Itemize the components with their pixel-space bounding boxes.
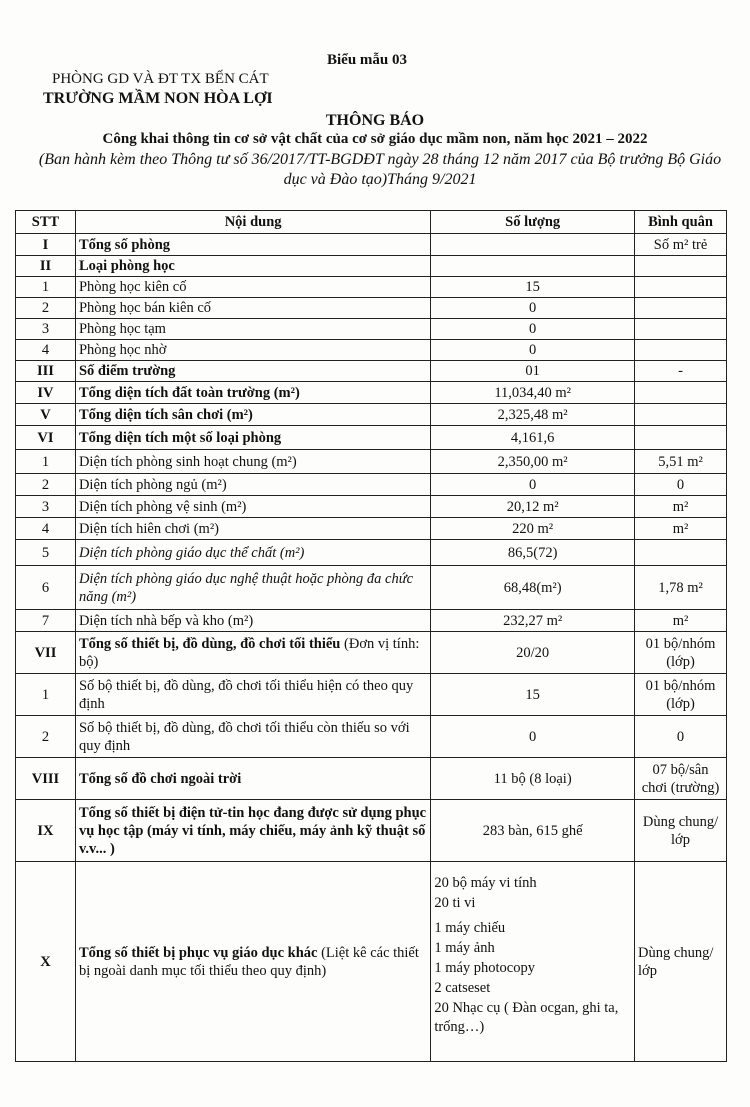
table-header-row [16, 211, 727, 234]
header-quantity: Số lượng [431, 211, 635, 234]
row-average [635, 340, 727, 361]
row-content: Diện tích phòng sinh hoạt chung (m²) [75, 450, 430, 474]
department-name: PHÒNG GD VÀ ĐT TX BẾN CÁT [52, 71, 269, 87]
table-row [16, 674, 727, 716]
row-content: Tổng số đồ chơi ngoài trời [75, 758, 430, 800]
row-quantity: 20,12 m² [431, 496, 635, 518]
header-content: Nội dung [75, 211, 430, 234]
table-row [16, 632, 727, 674]
row-average: 0 [635, 716, 727, 758]
table-row [16, 450, 727, 474]
row-average [635, 277, 727, 298]
row-content-bold: Tổng số thiết bị, đồ dùng, đồ chơi tối thiểu [78, 635, 341, 652]
table-row [16, 474, 727, 496]
row-average: Số m² trẻ [635, 234, 727, 256]
row-quantity: 15 [431, 674, 635, 716]
row-content: Diện tích nhà bếp và kho (m²) [75, 610, 430, 632]
row-quantity: 11,034,40 m² [431, 382, 635, 404]
row-quantity: 0 [431, 474, 635, 496]
row-stt: IX [16, 800, 76, 862]
list-item: 2 catseset [434, 980, 491, 996]
row-quantity: 01 [431, 361, 635, 382]
row-stt: 4 [16, 340, 76, 361]
row-quantity: 2,350,00 m² [431, 450, 635, 474]
row-average [635, 256, 727, 277]
table-row [16, 361, 727, 382]
list-item: 1 máy photocopy [434, 960, 535, 976]
row-content: Phòng học bán kiên cố [75, 298, 430, 319]
row-average: 5,51 m² [635, 450, 727, 474]
row-quantity: 15 [431, 277, 635, 298]
table-row [16, 540, 727, 566]
notice-subtitle: Công khai thông tin cơ sở vật chất của cơ sở giáo dục mầm non, năm học 2021 – 2022 [102, 131, 648, 147]
row-content-extra: (Liệt kê các thiết bị ngoài danh mục tối thiểu theo quy định) [78, 944, 419, 979]
notice-title: THÔNG BÁO [325, 112, 425, 129]
row-stt: VI [16, 426, 76, 450]
row-average [635, 298, 727, 319]
table-row [16, 256, 727, 277]
row-quantity [431, 234, 635, 256]
row-content: Tổng diện tích một số loại phòng [75, 426, 430, 450]
row-stt: VIII [16, 758, 76, 800]
equipment-list [431, 862, 635, 1062]
row-stt: II [16, 256, 76, 277]
school-name: TRƯỜNG MẦM NON HÒA LỢI [43, 90, 273, 107]
row-content: Số bộ thiết bị, đồ dùng, đồ chơi tối thiểu còn thiếu so với quy định [75, 716, 430, 758]
row-quantity: 0 [431, 298, 635, 319]
row-average [635, 540, 727, 566]
row-quantity: 0 [431, 340, 635, 361]
row-content: Tổng số thiết bị điện tử-tin học đang được sử dụng phục vụ học tập (máy vi tính, máy chiếu, máy ảnh kỹ thuật số v.v... ) [75, 800, 430, 862]
row-quantity: 4,161,6 [431, 426, 635, 450]
table-row [16, 319, 727, 340]
row-stt: IV [16, 382, 76, 404]
header-stt: STT [16, 211, 76, 234]
row-average: 01 bộ/nhóm (lớp) [635, 674, 727, 716]
row-stt: 3 [16, 319, 76, 340]
row-stt: 5 [16, 540, 76, 566]
table-row [16, 234, 727, 256]
row-average: - [635, 361, 727, 382]
facilities-table [15, 210, 727, 1062]
table-row [16, 518, 727, 540]
row-content [75, 862, 430, 1062]
row-quantity: 232,27 m² [431, 610, 635, 632]
row-content: Số điểm trường [75, 361, 430, 382]
row-average: Dùng chung/ lớp [635, 800, 727, 862]
row-average [635, 404, 727, 426]
row-quantity: 68,48(m²) [431, 566, 635, 610]
row-average: Dùng chung/ lớp [635, 862, 727, 1062]
list-item: 20 bộ máy vi tính [434, 875, 537, 891]
row-content: Phòng học nhờ [75, 340, 430, 361]
table-row [16, 566, 727, 610]
row-quantity: 86,5(72) [431, 540, 635, 566]
row-stt: V [16, 404, 76, 426]
row-stt: 1 [16, 277, 76, 298]
row-average: 01 bộ/nhóm (lớp) [635, 632, 727, 674]
row-quantity: 0 [431, 319, 635, 340]
row-quantity: 220 m² [431, 518, 635, 540]
list-item: 20 Nhạc cụ ( Đàn ocgan, ghi ta, trống…) [434, 1000, 619, 1035]
row-stt: 2 [16, 716, 76, 758]
table-row [16, 382, 727, 404]
table-row [16, 800, 727, 862]
table-row [16, 277, 727, 298]
header-average: Bình quân [635, 211, 727, 234]
row-stt: 1 [16, 450, 76, 474]
row-content: Diện tích phòng giáo dục nghệ thuật hoặc phòng đa chức năng (m²) [75, 566, 430, 610]
regulation-note: (Ban hành kèm theo Thông tư số 36/2017/TT-BGDĐT ngày 28 tháng 12 năm 2017 của Bộ trưởng Bộ Giáo dục và Đào tạo)Tháng 9/2021 [38, 151, 722, 188]
row-average: m² [635, 518, 727, 540]
row-stt: VII [16, 632, 76, 674]
row-stt: 1 [16, 674, 76, 716]
row-content-bold: Tổng số thiết bị phục vụ giáo dục khác [78, 944, 318, 961]
row-average: 1,78 m² [635, 566, 727, 610]
row-quantity [431, 256, 635, 277]
table-row [16, 716, 727, 758]
row-quantity: 11 bộ (8 loại) [431, 758, 635, 800]
list-item: 20 ti vi [434, 895, 476, 911]
row-average: 07 bộ/sân chơi (trường) [635, 758, 727, 800]
row-quantity: 283 bàn, 615 ghế [431, 800, 635, 862]
table-row [16, 496, 727, 518]
row-content: Tổng số phòng [75, 234, 430, 256]
row-average: m² [635, 610, 727, 632]
row-stt: III [16, 361, 76, 382]
row-average: m² [635, 496, 727, 518]
row-stt: 4 [16, 518, 76, 540]
row-content: Tổng diện tích đất toàn trường (m²) [75, 382, 430, 404]
list-item: 1 máy ảnh [434, 940, 495, 956]
table-row [16, 862, 727, 1062]
form-number: Biểu mẫu 03 [327, 52, 408, 68]
row-quantity: 2,325,48 m² [431, 404, 635, 426]
row-average: 0 [635, 474, 727, 496]
row-content [75, 632, 430, 674]
row-content: Diện tích hiên chơi (m²) [75, 518, 430, 540]
row-stt: 2 [16, 474, 76, 496]
table-row [16, 426, 727, 450]
row-content: Diện tích phòng vệ sinh (m²) [75, 496, 430, 518]
row-content: Phòng học tạm [75, 319, 430, 340]
row-content: Tổng diện tích sân chơi (m²) [75, 404, 430, 426]
row-content: Diện tích phòng ngủ (m²) [75, 474, 430, 496]
row-stt: 3 [16, 496, 76, 518]
row-stt: I [16, 234, 76, 256]
table-row [16, 340, 727, 361]
row-stt: 2 [16, 298, 76, 319]
table-row [16, 758, 727, 800]
row-average [635, 319, 727, 340]
table-row [16, 610, 727, 632]
row-stt: X [16, 862, 76, 1062]
row-content: Số bộ thiết bị, đồ dùng, đồ chơi tối thiểu hiện có theo quy định [75, 674, 430, 716]
row-average [635, 426, 727, 450]
row-quantity: 0 [431, 716, 635, 758]
row-content: Diện tích phòng giáo dục thể chất (m²) [75, 540, 430, 566]
list-item: 1 máy chiếu [434, 920, 506, 936]
table-row [16, 404, 727, 426]
row-content: Loại phòng học [75, 256, 430, 277]
row-stt: 7 [16, 610, 76, 632]
row-quantity: 20/20 [431, 632, 635, 674]
row-content-extra: (Đơn vị tính: bộ) [78, 635, 420, 670]
row-content: Phòng học kiên cố [75, 277, 430, 298]
row-average [635, 382, 727, 404]
table-row [16, 298, 727, 319]
row-stt: 6 [16, 566, 76, 610]
